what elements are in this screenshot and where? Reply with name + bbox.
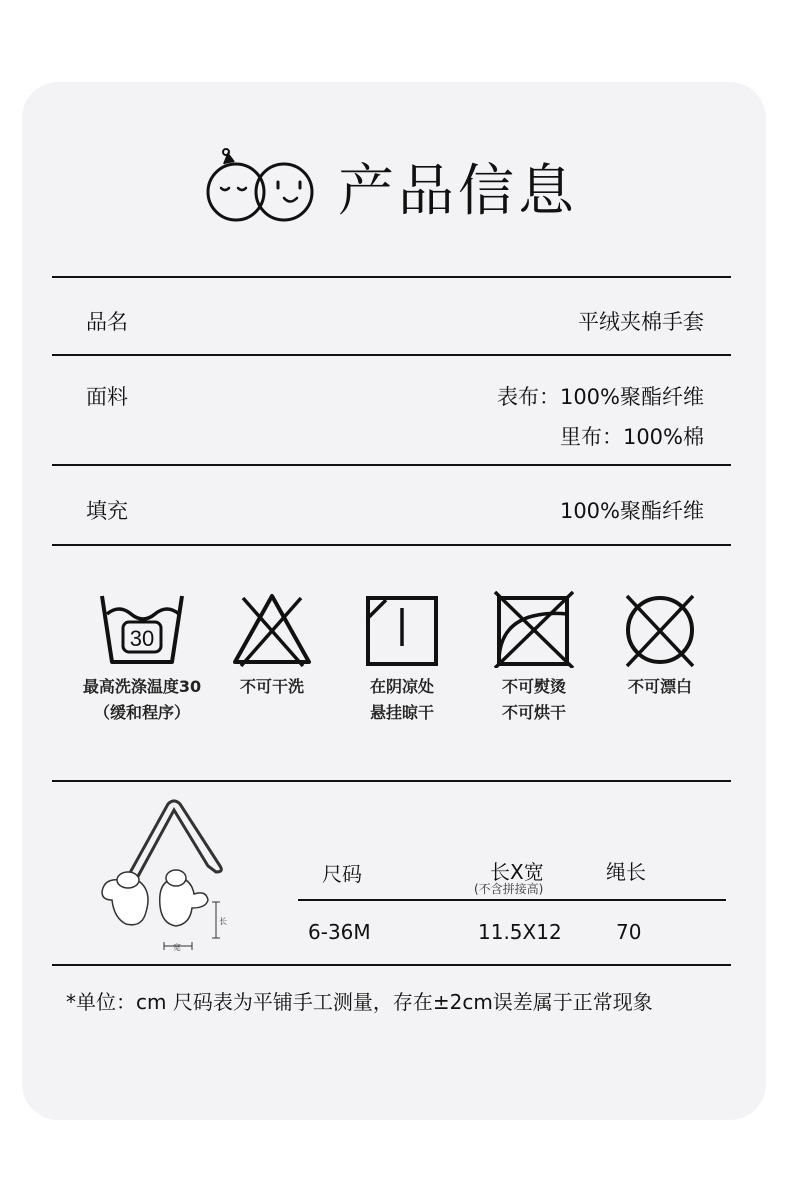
care-label: 不可烘干 (501, 703, 566, 722)
table-header-divider (298, 899, 726, 901)
care-label: （缓和程序） (93, 703, 190, 722)
width-label: 宽 (173, 943, 181, 952)
care-label: 不可干洗 (239, 677, 304, 696)
row-label-fabric: 面料 (86, 385, 128, 409)
no-dry-clean-icon (231, 590, 313, 668)
row-label-name: 品名 (86, 310, 128, 334)
divider (52, 780, 731, 782)
size-header: 尺码 (322, 862, 362, 886)
care-item-no-iron (484, 590, 584, 726)
brand-logo-icon (204, 148, 324, 232)
dims-header: 长X宽 (490, 860, 544, 884)
row-label-filling: 填充 (86, 499, 128, 523)
mitten-diagram (96, 796, 236, 960)
row-value-fabric-lining: 里布：100%棉 (559, 425, 704, 449)
row-value-filling: 100%聚酯纤维 (559, 499, 704, 523)
no-iron-no-tumble-dry-icon (493, 590, 575, 668)
length-label: 长 (219, 917, 227, 926)
cord-header: 绳长 (606, 860, 646, 884)
divider (52, 464, 731, 466)
page-title: 产品信息 (338, 159, 578, 224)
divider (52, 276, 731, 278)
care-label: 最高洗涤温度30 (82, 677, 202, 696)
cord-cell: 70 (616, 920, 642, 944)
care-item-no-bleach (610, 590, 710, 700)
wash-temp-label: 30 (129, 626, 155, 651)
care-label: 不可熨烫 (501, 677, 566, 696)
care-label: 不可漂白 (627, 677, 692, 696)
care-item-line-dry (352, 590, 452, 726)
divider (52, 544, 731, 546)
care-item-wash (72, 590, 212, 726)
divider (52, 964, 731, 966)
dims-note: (不含拼接高) (474, 882, 544, 896)
divider (52, 354, 731, 356)
care-label: 在阴凉处 (369, 677, 434, 696)
dims-cell: 11.5X12 (478, 920, 562, 944)
care-item-no-dry-clean (222, 590, 322, 700)
no-bleach-icon (619, 590, 701, 668)
line-dry-shade-icon (364, 590, 440, 668)
measurement-note: *单位：cm 尺码表为平铺手工测量，存在±2cm误差属于正常现象 (66, 990, 653, 1014)
size-cell: 6-36M (308, 920, 371, 944)
care-label: 悬挂晾干 (369, 703, 434, 722)
row-value-name: 平绒夹棉手套 (578, 310, 704, 334)
wash-30-icon (97, 590, 187, 668)
row-value-fabric-outer: 表布：100%聚酯纤维 (496, 385, 704, 409)
